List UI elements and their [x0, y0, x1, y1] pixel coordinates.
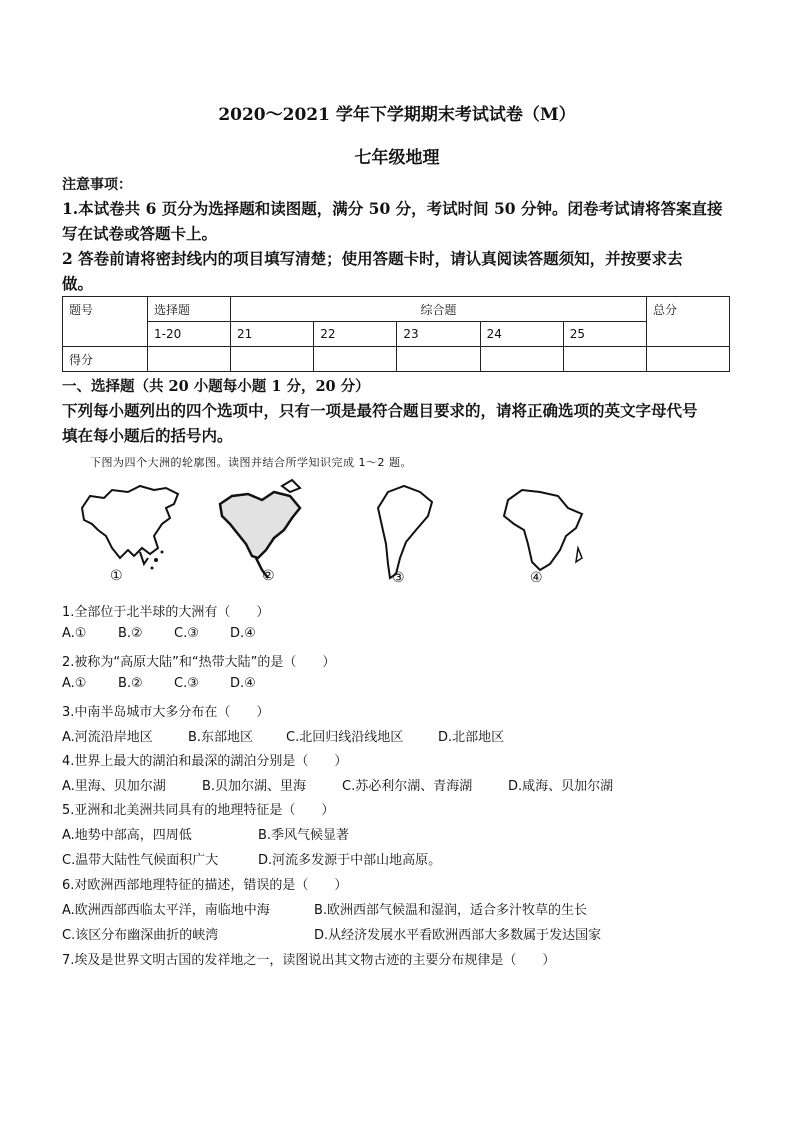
score-col-1-20: 1-20 [148, 322, 231, 347]
section-heading: 一、选择题（共 20 小题每小题 1 分，20 分） [62, 378, 370, 395]
score-table [62, 296, 730, 372]
map-label-1: ① [110, 568, 123, 584]
question-4-option-a[interactable]: A.里海、贝加尔湖 [62, 779, 166, 794]
score-cell[interactable] [397, 347, 480, 372]
question-6-option-b[interactable]: B.欧洲西部气候温和湿润，适合多汁牧草的生长 [314, 903, 588, 918]
question-7-stem: 7.埃及是世界文明古国的发祥地之一，读图说出其文物古迹的主要分布规律是（ ） [62, 953, 556, 968]
score-col-21: 21 [231, 322, 314, 347]
question-2-option-c[interactable]: C.③ [174, 676, 199, 691]
question-5-option-b[interactable]: B.季风气候显著 [258, 828, 350, 843]
question-5-option-c[interactable]: C.温带大陆性气候面积广大 [62, 853, 219, 868]
score-cell[interactable] [480, 347, 563, 372]
question-1-option-a[interactable]: A.① [62, 626, 87, 641]
score-header-choice: 选择题 [148, 297, 231, 322]
question-5-option-a[interactable]: A.地势中部高，四周低 [62, 828, 192, 843]
question-3-option-c[interactable]: C.北回归线沿线地区 [286, 730, 404, 745]
score-col-23: 23 [397, 322, 480, 347]
question-6-stem: 6.对欧洲西部地理特征的描述，错误的是（ ） [62, 878, 348, 893]
question-4-option-c[interactable]: C.苏必利尔湖、青海湖 [342, 779, 473, 794]
exam-title: 2020～2021 学年下学期期末考试试卷（M） [218, 105, 576, 125]
question-1-stem: 1.全部位于北半球的大洲有（ ） [62, 605, 270, 620]
score-cell[interactable] [563, 347, 646, 372]
score-col-22: 22 [314, 322, 397, 347]
question-2-stem: 2.被称为“高原大陆”和“热带大陆”的是（ ） [62, 655, 336, 670]
question-4-option-d[interactable]: D.咸海、贝加尔湖 [508, 779, 614, 794]
score-cell[interactable] [314, 347, 397, 372]
question-4-option-b[interactable]: B.贝加尔湖、里海 [202, 779, 307, 794]
question-2-option-d[interactable]: D.④ [230, 676, 256, 691]
notice-heading: 注意事项： [62, 177, 132, 193]
score-header-comprehensive: 综合题 [231, 297, 647, 322]
score-cell[interactable] [231, 347, 314, 372]
score-col-25: 25 [563, 322, 646, 347]
question-3-option-d[interactable]: D.北部地区 [438, 730, 505, 745]
map-label-4: ④ [530, 570, 543, 586]
score-header-number: 题号 [63, 297, 148, 347]
section-instruction-line2: 填在每小题后的括号内。 [62, 426, 233, 445]
map-caption: 下图为四个大洲的轮廓图。读图并结合所学知识完成 1～2 题。 [90, 456, 412, 469]
question-2-option-a[interactable]: A.① [62, 676, 87, 691]
map-label-3: ③ [392, 570, 405, 586]
question-4-stem: 4.世界上最大的湖泊和最深的湖泊分别是（ ） [62, 754, 348, 769]
question-1-option-b[interactable]: B.② [118, 626, 143, 641]
notice-item1-line1: 1.本试卷共 6 页分为选择题和读图题，满分 50 分，考试时间 50 分钟。闭卷考试请将答案直接 [62, 199, 723, 218]
score-header-total: 总分 [647, 297, 730, 347]
question-3-stem: 3.中南半岛城市大多分布在（ ） [62, 705, 270, 720]
question-1-option-d[interactable]: D.④ [230, 626, 256, 641]
exam-subtitle: 七年级地理 [354, 148, 440, 168]
question-6-option-c[interactable]: C.该区分布幽深曲折的峡湾 [62, 928, 219, 943]
score-cell[interactable] [148, 347, 231, 372]
question-3-option-a[interactable]: A.河流沿岸地区 [62, 730, 153, 745]
asia-outline-icon [82, 486, 178, 570]
north-america-outline-icon [220, 480, 300, 578]
south-america-outline-icon [378, 486, 432, 578]
question-2-option-b[interactable]: B.② [118, 676, 143, 691]
notice-item2-line2: 做。 [62, 274, 94, 293]
africa-outline-icon [504, 490, 582, 570]
map-label-2: ② [262, 568, 275, 584]
question-6-option-d[interactable]: D.从经济发展水平看欧洲西部大多数属于发达国家 [314, 928, 602, 943]
notice-item2-line1: 2 答卷前请将密封线内的项目填写清楚；使用答题卡时，请认真阅读答题须知，并按要求去 [62, 249, 683, 268]
question-5-option-d[interactable]: D.河流多发源于中部山地高原。 [258, 853, 442, 868]
notice-item1-line2: 写在试卷或答题卡上。 [62, 224, 218, 243]
question-5-stem: 5.亚洲和北美洲共同具有的地理特征是（ ） [62, 803, 335, 818]
continent-outline-figure [70, 478, 670, 588]
score-cell[interactable] [647, 347, 730, 372]
question-3-option-b[interactable]: B.东部地区 [188, 730, 254, 745]
score-col-24: 24 [480, 322, 563, 347]
question-6-option-a[interactable]: A.欧洲西部西临太平洋，南临地中海 [62, 903, 270, 918]
section-instruction-line1: 下列每小题列出的四个选项中，只有一项是最符合题目要求的，请将正确选项的英文字母代号 [62, 401, 698, 420]
question-1-option-c[interactable]: C.③ [174, 626, 199, 641]
score-row-label: 得分 [63, 347, 148, 372]
